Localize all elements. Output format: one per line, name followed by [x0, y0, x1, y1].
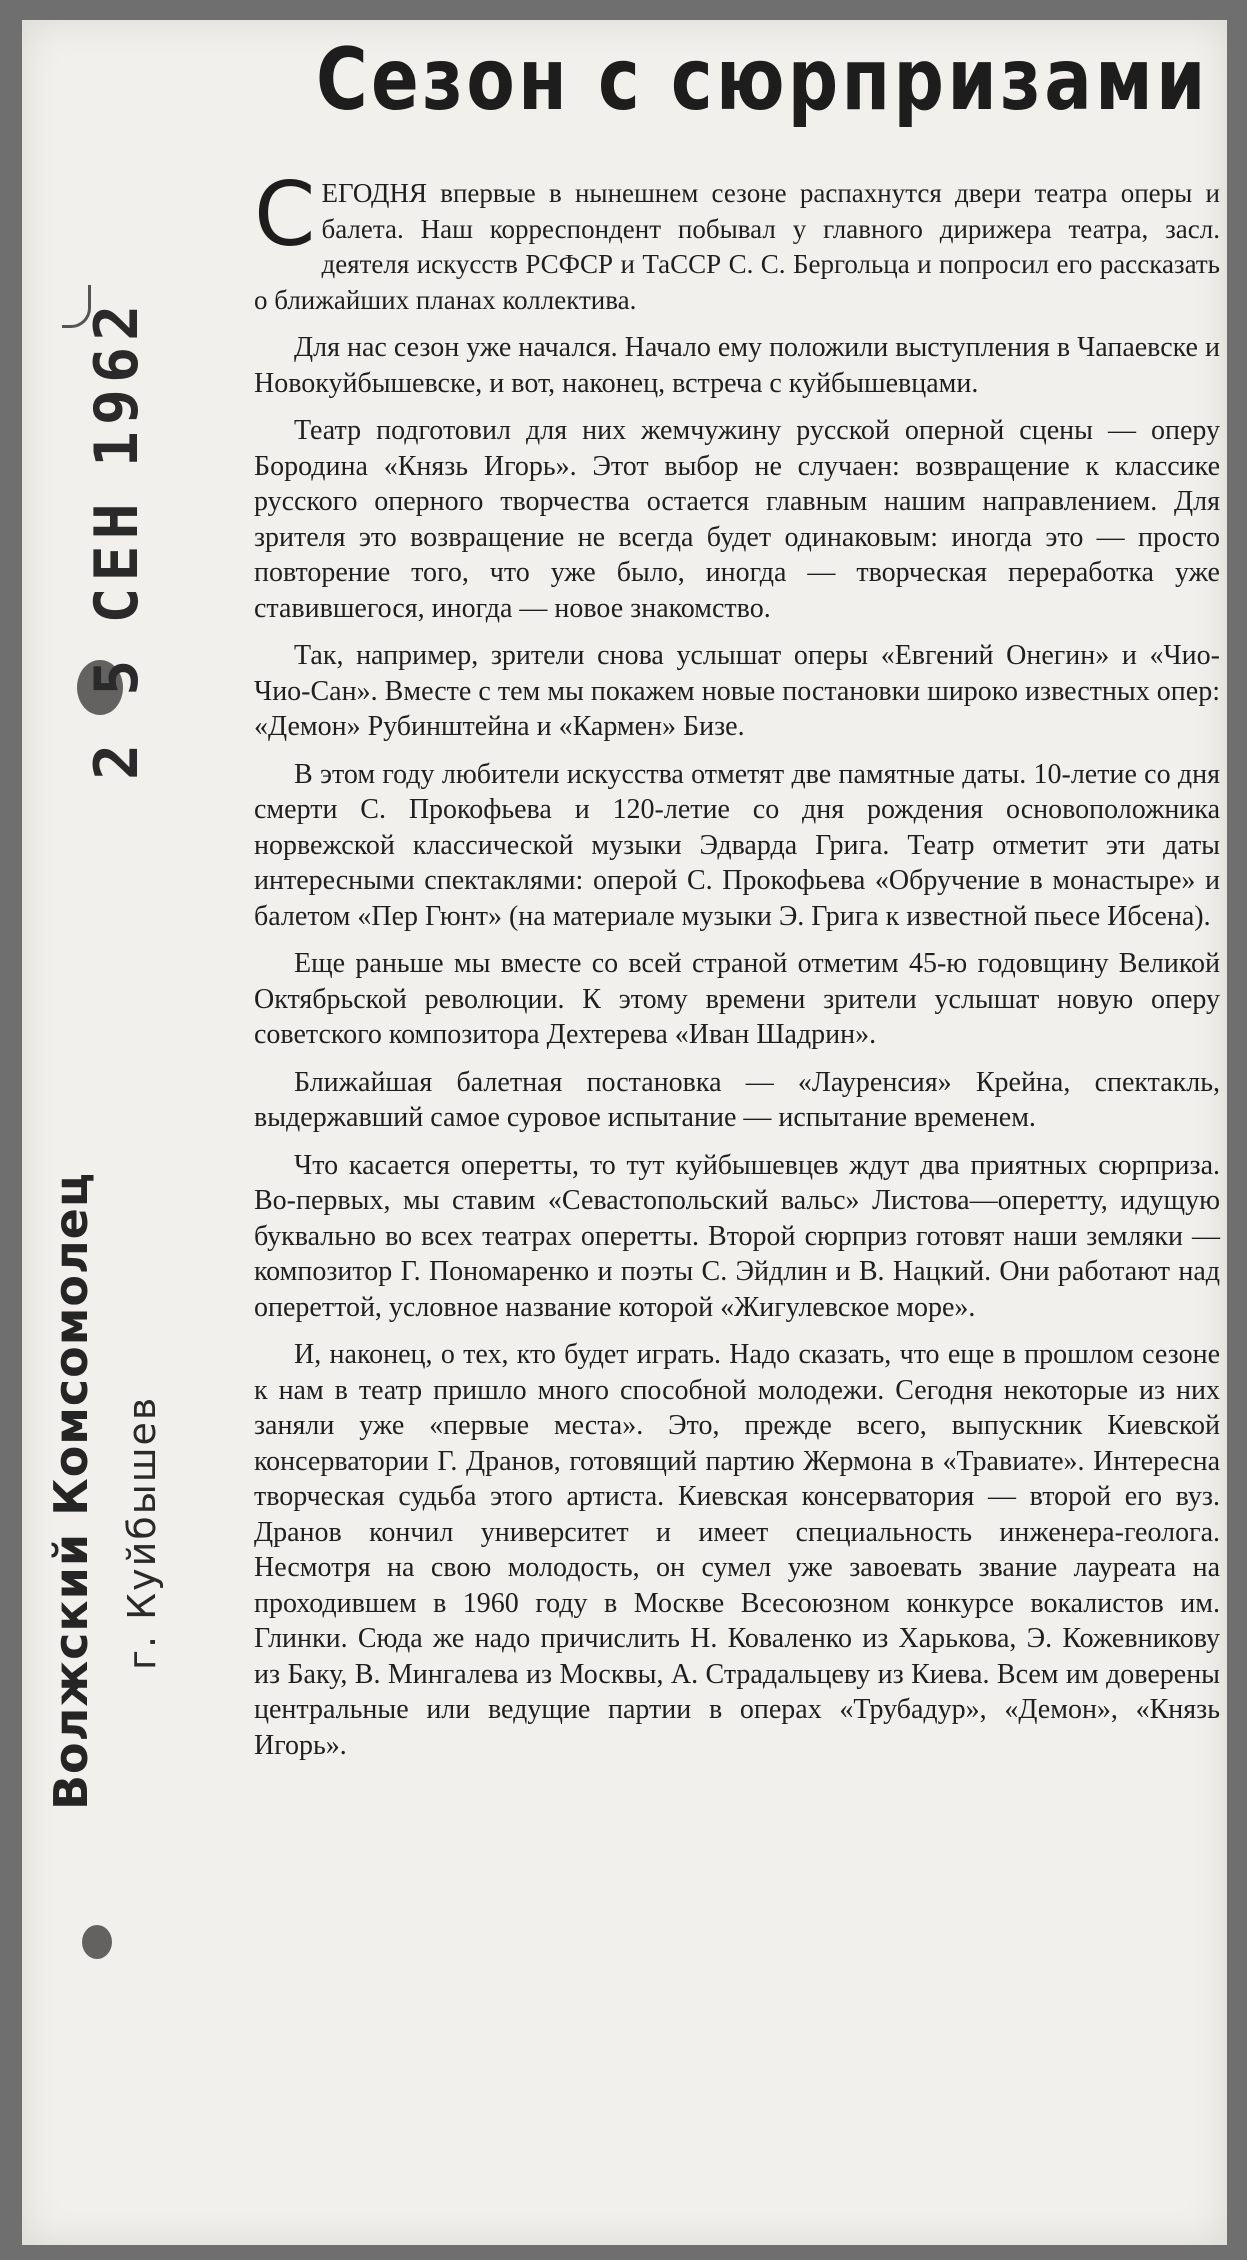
newspaper-name: Волжский Комсомолец	[44, 1172, 98, 1810]
paragraph: Театр подготовил для них жемчужину русской оперной сцены — оперу Бородина «Князь Игорь». Этот выбор не случаен: возвращение к классике русского оперного творчества остается главным нашим направлением. Для зрителя это возвращение не всегда будет одинаковым: иногда это — просто повторение того, что уже было, иногда — творческая переработка уже ставившегося, иногда — новое знакомство.	[254, 415, 1220, 624]
newspaper-clipping	[22, 20, 1227, 2245]
date-stamp	[82, 269, 152, 780]
archive-sidebar	[22, 20, 252, 2245]
lead-text: ЕГОДНЯ впервые в нынешнем сезоне распахнутся двери театра оперы и балета. Наш корреспондент побывал у главного дирижера театра, засл. деятеля искусств РСФСР и ТаССР С. С. Бергольца и попросил его рассказать о ближайших планах коллектива.	[254, 178, 1220, 315]
paragraph: И, наконец, о тех, кто будет играть. Надо сказать, что еще в прошлом сезоне к нам в театр пришло много способной молодежи. Сегодня некоторые из них заняли уже «первые места». Это, прежде всего, выпускник Киевской консерватории Г. Дранов, готовящий партию Жермона в «Травиате». Интересна творческая судьба этого артиста. Киевская консерватория — второй его вуз. Дранов кончил университет и имеет специальность инженера-геолога. Несмотря на свою молодость, он сумел уже завоевать звание лауреата на проходившем в 1960 году в Москве Всесоюзном конкурсе вокалистов им. Глинки. Сюда же надо причислить Н. Коваленко из Харькова, Э. Кожевникову из Баку, В. Мингалева из Москвы, А. Страдальцеву из Киева. Всем им доверены центральные или ведущие партии в операх «Трубадур», «Демон», «Князь Игорь».	[254, 1339, 1220, 1761]
stamp-day: 2 5	[82, 653, 152, 780]
headline: Сезон с сюрпризами	[316, 30, 1209, 130]
ink-blot	[82, 1925, 112, 1959]
paragraph: В этом году любители искусства отметят две памятные даты. 10-летие со дня смерти С. Прокофьева и 120-летие со дня рождения основоположника норвежской классической музыки Эдварда Грига. Театр отметит эти даты интересными спектаклями: оперой С. Прокофьева «Обручение в монастыре» и балетом «Пер Гюнт» (на материале музыки Э. Грига к известной пьесе Ибсена).	[254, 758, 1220, 932]
stamp-year: 1962	[82, 298, 152, 468]
article-body	[254, 163, 1220, 1763]
drop-cap: С	[254, 163, 316, 266]
paragraph: Так, например, зрители снова услышат оперы «Евгений Онегин» и «Чио-Чио-Сан». Вместе с тем мы покажем новые постановки широко известных опер: «Демон» Рубинштейна и «Кармен» Бизе.	[254, 640, 1220, 742]
article	[254, 20, 1220, 1775]
paragraph: Еще раньше мы вместе со всей страной отметим 45-ю годовщину Великой Октябрьской революции. К этому времени зрители услышат новую оперу советского композитора Дехтерева «Иван Шадрин».	[254, 948, 1220, 1050]
paragraph: Ближайшая балетная постановка — «Лауренсия» Крейна, спектакль, выдержавший самое суровое испытание — испытание временем.	[254, 1066, 1220, 1133]
city-name: г. Куйбышев	[120, 1395, 164, 1670]
paragraph: Что касается оперетты, то тут куйбышевцев ждут два приятных сюрприза. Во-первых, мы ставим «Севастопольский вальс» Листова—оперетту, идущую буквально во всех театрах оперетты. Второй сюрприз готовят наши земляки — композитор Г. Пономаренко и поэты С. Эйдлин и В. Нацкий. Они работают над опереттой, условное название которой «Жигулевское море».	[254, 1149, 1220, 1323]
stamp-month: СЕН	[82, 497, 152, 624]
lead-paragraph	[254, 163, 1220, 318]
paragraph: Для нас сезон уже начался. Начало ему положили выступления в Чапаевске и Новокуйбышевске, и вот, наконец, встреча с куйбышевцами.	[254, 332, 1220, 399]
